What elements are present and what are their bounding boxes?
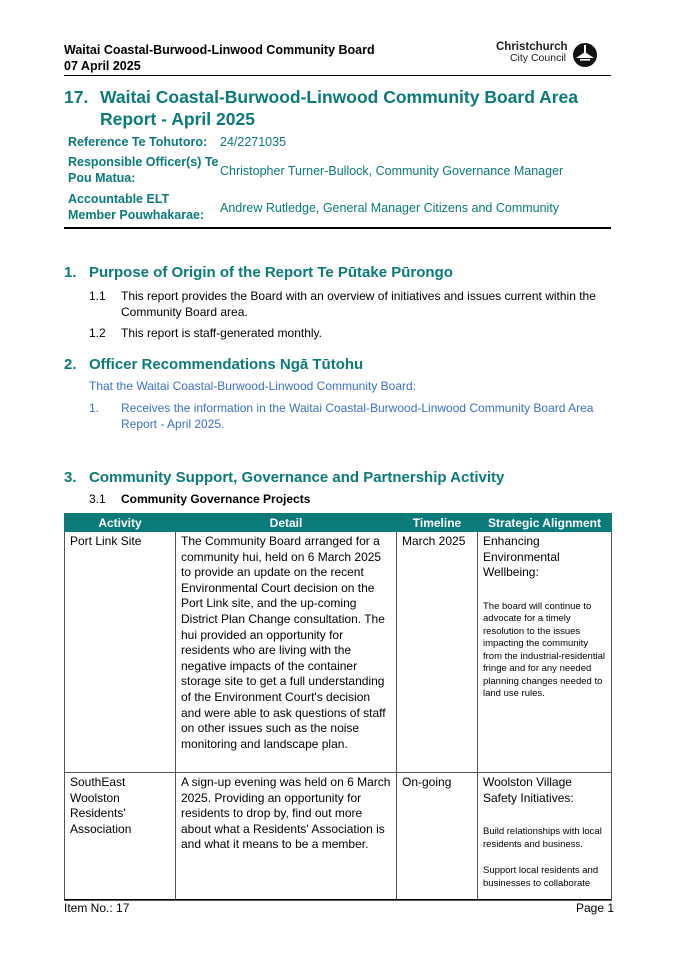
section-1-heading: 1. Purpose of Origin of the Report Te Pūtake Pūrongo bbox=[64, 264, 453, 281]
table-header-row bbox=[65, 514, 612, 532]
section-3-heading: 3. Community Support, Governance and Partnership Activity bbox=[64, 469, 505, 486]
footer-item-number: Item No.: 17 bbox=[64, 901, 130, 915]
item-title bbox=[64, 86, 578, 130]
recommendation-1-text: Receives the information in the Waitai Coastal-Burwood-Linwood Community Board Area Report - April 2025. bbox=[121, 401, 594, 431]
col-header-alignment: Strategic Alignment bbox=[478, 514, 612, 532]
alignment-note-2: Support local residents and businesses to collaborate bbox=[483, 865, 599, 889]
cell-timeline: On-going bbox=[397, 773, 478, 901]
col-header-detail: Detail bbox=[176, 514, 397, 532]
meta-label-elt: Accountable ELT Member Pouwhakarae: bbox=[68, 192, 205, 222]
cathedral-icon bbox=[572, 42, 598, 68]
cell-timeline: March 2025 bbox=[397, 532, 478, 773]
meta-rule bbox=[64, 227, 611, 229]
report-header bbox=[64, 42, 375, 74]
governance-projects-table bbox=[64, 513, 612, 901]
footer-rule bbox=[64, 899, 611, 900]
cell-activity: SouthEast Woolston Residents' Association bbox=[65, 773, 176, 901]
meta-value-elt: Andrew Rutledge, General Manager Citizens and Community bbox=[220, 201, 560, 215]
para-1-1-text: This report provides the Board with an overview of initiatives and issues current within the Community Board area. bbox=[121, 289, 596, 319]
item-title-line2: Report - April 2025 bbox=[100, 109, 255, 129]
alignment-title: Woolston Village Safety Initiatives: bbox=[483, 775, 574, 805]
header-rule bbox=[64, 75, 611, 76]
item-number: 17. bbox=[64, 87, 89, 107]
subsection-3-1-title: Community Governance Projects bbox=[121, 492, 311, 506]
recommendation-1-number: 1. bbox=[89, 401, 100, 415]
council-logo bbox=[496, 42, 600, 68]
alignment-note: The board will continue to advocate for a timely resolution to the issues impacting the community from the industrial-residential fringe and for any needed planning changes needed to land use rules. bbox=[483, 600, 605, 700]
para-1-2-text: This report is staff-generated monthly. bbox=[121, 326, 322, 340]
meta-value-reference: 24/2271035 bbox=[220, 135, 287, 149]
board-name: Waitai Coastal-Burwood-Linwood Community Board bbox=[64, 43, 375, 57]
alignment-note: Build relationships with local residents and business. bbox=[483, 826, 602, 850]
logo-line1: Christchurch bbox=[496, 41, 568, 53]
col-header-timeline: Timeline bbox=[397, 514, 478, 532]
cell-activity: Port Link Site bbox=[65, 532, 176, 773]
logo-line2: City Council bbox=[509, 52, 566, 64]
table-row bbox=[65, 773, 612, 901]
meta-value-officer: Christopher Turner-Bullock, Community Governance Manager bbox=[220, 164, 564, 178]
section-2-heading: 2. Officer Recommendations Ngā Tūtohu bbox=[64, 356, 364, 373]
subsection-3-1-number: 3.1 bbox=[89, 492, 106, 506]
cell-detail: A sign-up evening was held on 6 March 2025. Providing an opportunity for residents to drop by, find out more about what a Residents' Association is and what it means to be a member. bbox=[176, 773, 397, 901]
meta-label-reference: Reference Te Tohutoro: bbox=[68, 135, 208, 149]
cell-detail: The Community Board arranged for a community hui, held on 6 March 2025 to provide an update on the recent Environmental Court decision on the Port Link site, and the up-coming District Plan Change consultation. The hui provided an opportunity for residents who are living with the negative impacts of the container storage site to get a full understanding of the Environment Court's decision and were able to ask questions of staff on other issues such as the noise monitoring and landscape plan. bbox=[176, 532, 397, 773]
cell-alignment bbox=[478, 532, 612, 773]
footer-page-number: Page 1 bbox=[576, 901, 615, 915]
recommendation-intro: That the Waitai Coastal-Burwood-Linwood Community Board: bbox=[89, 379, 417, 393]
item-title-line1: Waitai Coastal-Burwood-Linwood Community Board Area bbox=[100, 87, 579, 107]
table-row bbox=[65, 532, 612, 773]
meta-label-officer: Responsible Officer(s) Te Pou Matua: bbox=[68, 155, 219, 185]
col-header-activity: Activity bbox=[65, 514, 176, 532]
cell-alignment bbox=[478, 773, 612, 901]
meeting-date: 07 April 2025 bbox=[64, 59, 141, 73]
para-1-1-number: 1.1 bbox=[89, 289, 106, 303]
alignment-title: Enhancing Environmental Wellbeing: bbox=[483, 534, 560, 580]
para-1-2-number: 1.2 bbox=[89, 326, 106, 340]
